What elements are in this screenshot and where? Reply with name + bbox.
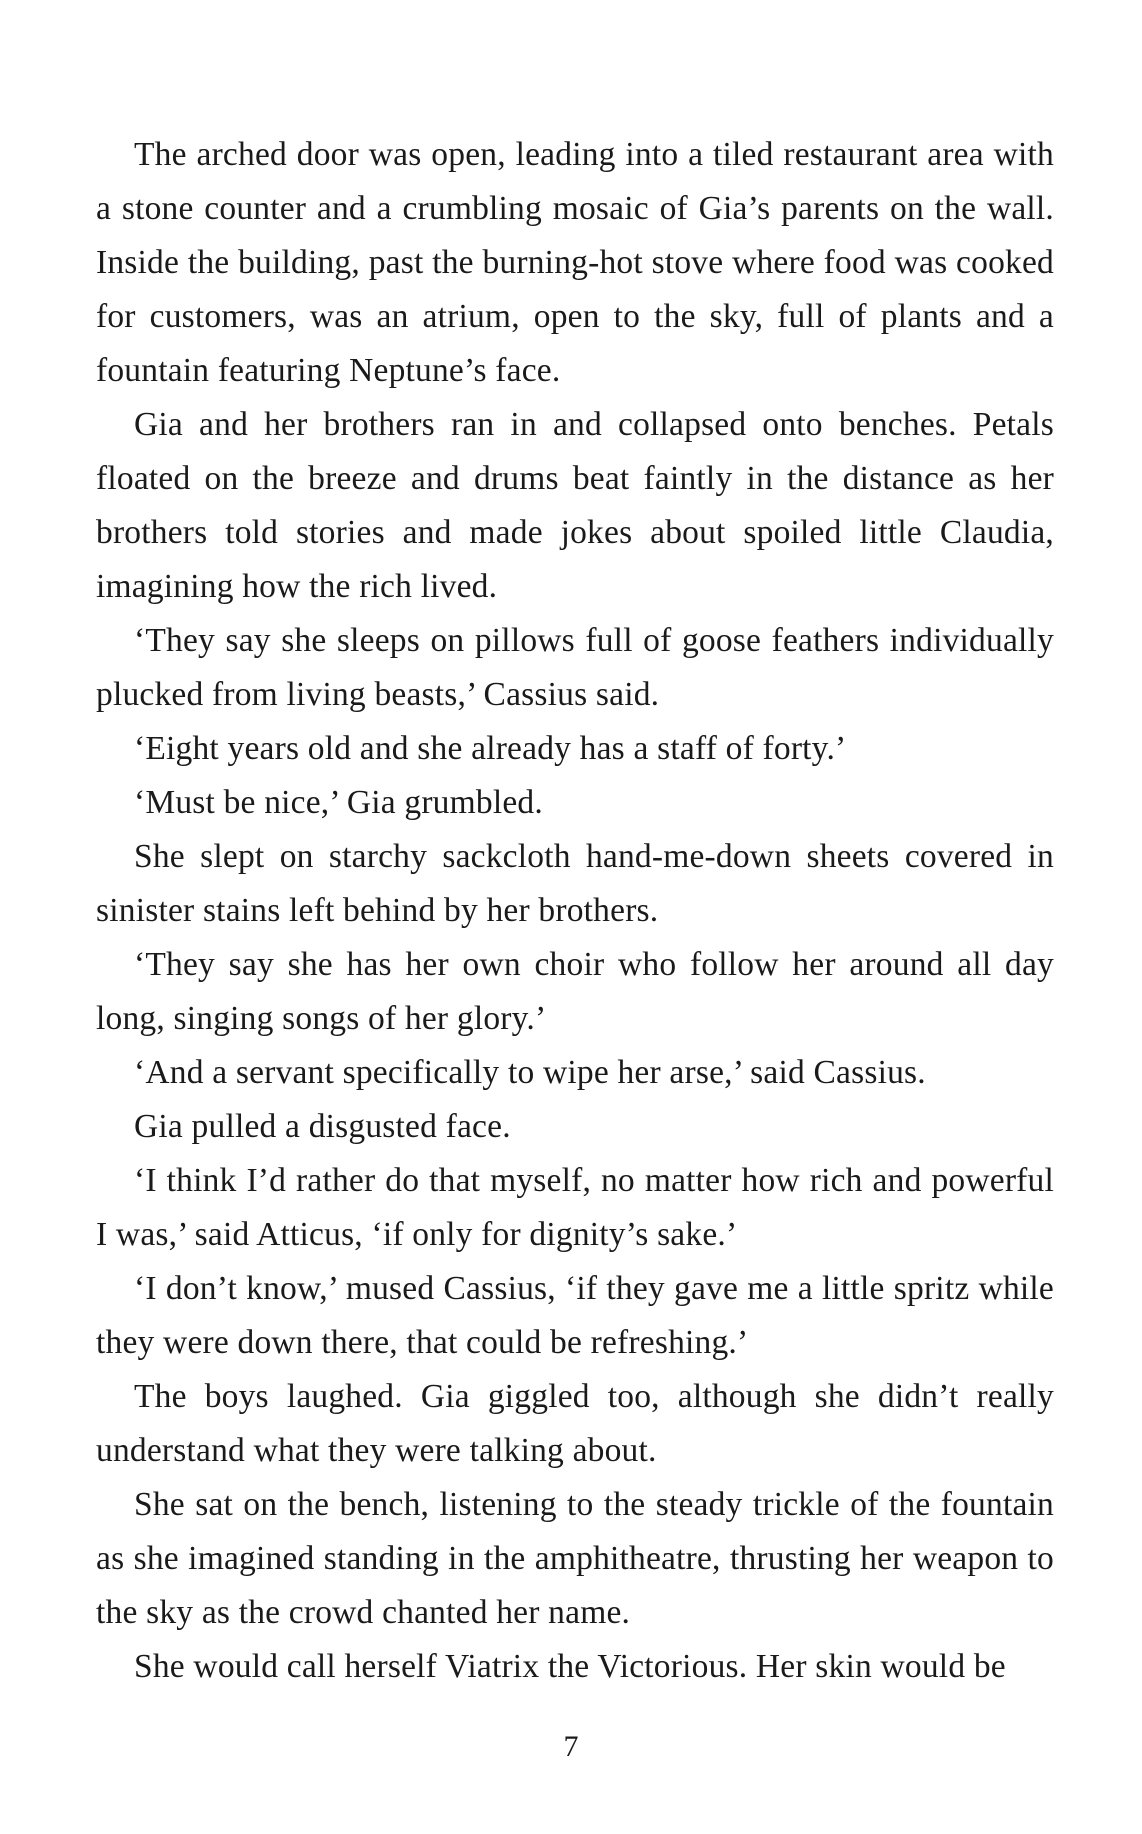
paragraph: ‘I don’t know,’ mused Cassius, ‘if they gave me a little spritz while they were down there, that could be refreshing.’ (96, 1270, 1054, 1361)
paragraph: ‘They say she sleeps on pillows full of goose feathers individually plucked from living beasts,’ Cassius said. (96, 622, 1054, 713)
paragraph: The boys laughed. Gia giggled too, although she didn’t really understand what they were talking about. (96, 1378, 1054, 1469)
paragraph: She would call herself Viatrix the Victorious. Her skin would be (134, 1648, 1006, 1685)
page-number: 7 (563, 1730, 579, 1763)
paragraph: ‘Must be nice,’ Gia grumbled. (134, 784, 543, 821)
paragraph: The arched door was open, leading into a tiled restaurant area with a stone counter and a crumbling mosaic of Gia’s parents on the wall. Inside the building, past the burning-hot stove where food was cooked for customers, was an atrium, open to the sky, full of plants and a fountain featuring Neptune’s face. (96, 136, 1054, 389)
paragraph: She slept on starchy sackcloth hand-me-down sheets covered in sinister stains left behind by her brothers. (96, 838, 1054, 929)
paragraph: ‘They say she has her own choir who follow her around all day long, singing songs of her glory.’ (96, 946, 1054, 1037)
paragraph: She sat on the bench, listening to the steady trickle of the fountain as she imagined standing in the amphitheatre, thrusting her weapon to the sky as the crowd chanted her name. (96, 1486, 1054, 1631)
paragraph: ‘I think I’d rather do that myself, no matter how rich and powerful I was,’ said Atticus, ‘if only for dignity’s sake.’ (96, 1162, 1054, 1253)
body-text (96, 128, 1054, 1694)
paragraph: Gia pulled a disgusted face. (134, 1108, 511, 1145)
paragraph: ‘And a servant specifically to wipe her arse,’ said Cassius. (134, 1054, 926, 1091)
paragraph: Gia and her brothers ran in and collapsed onto benches. Petals floated on the breeze and drums beat faintly in the distance as her brothers told stories and made jokes about spoiled little Claudia, imagining how the rich lived. (96, 406, 1054, 605)
paragraph: ‘Eight years old and she already has a staff of forty.’ (134, 730, 847, 767)
